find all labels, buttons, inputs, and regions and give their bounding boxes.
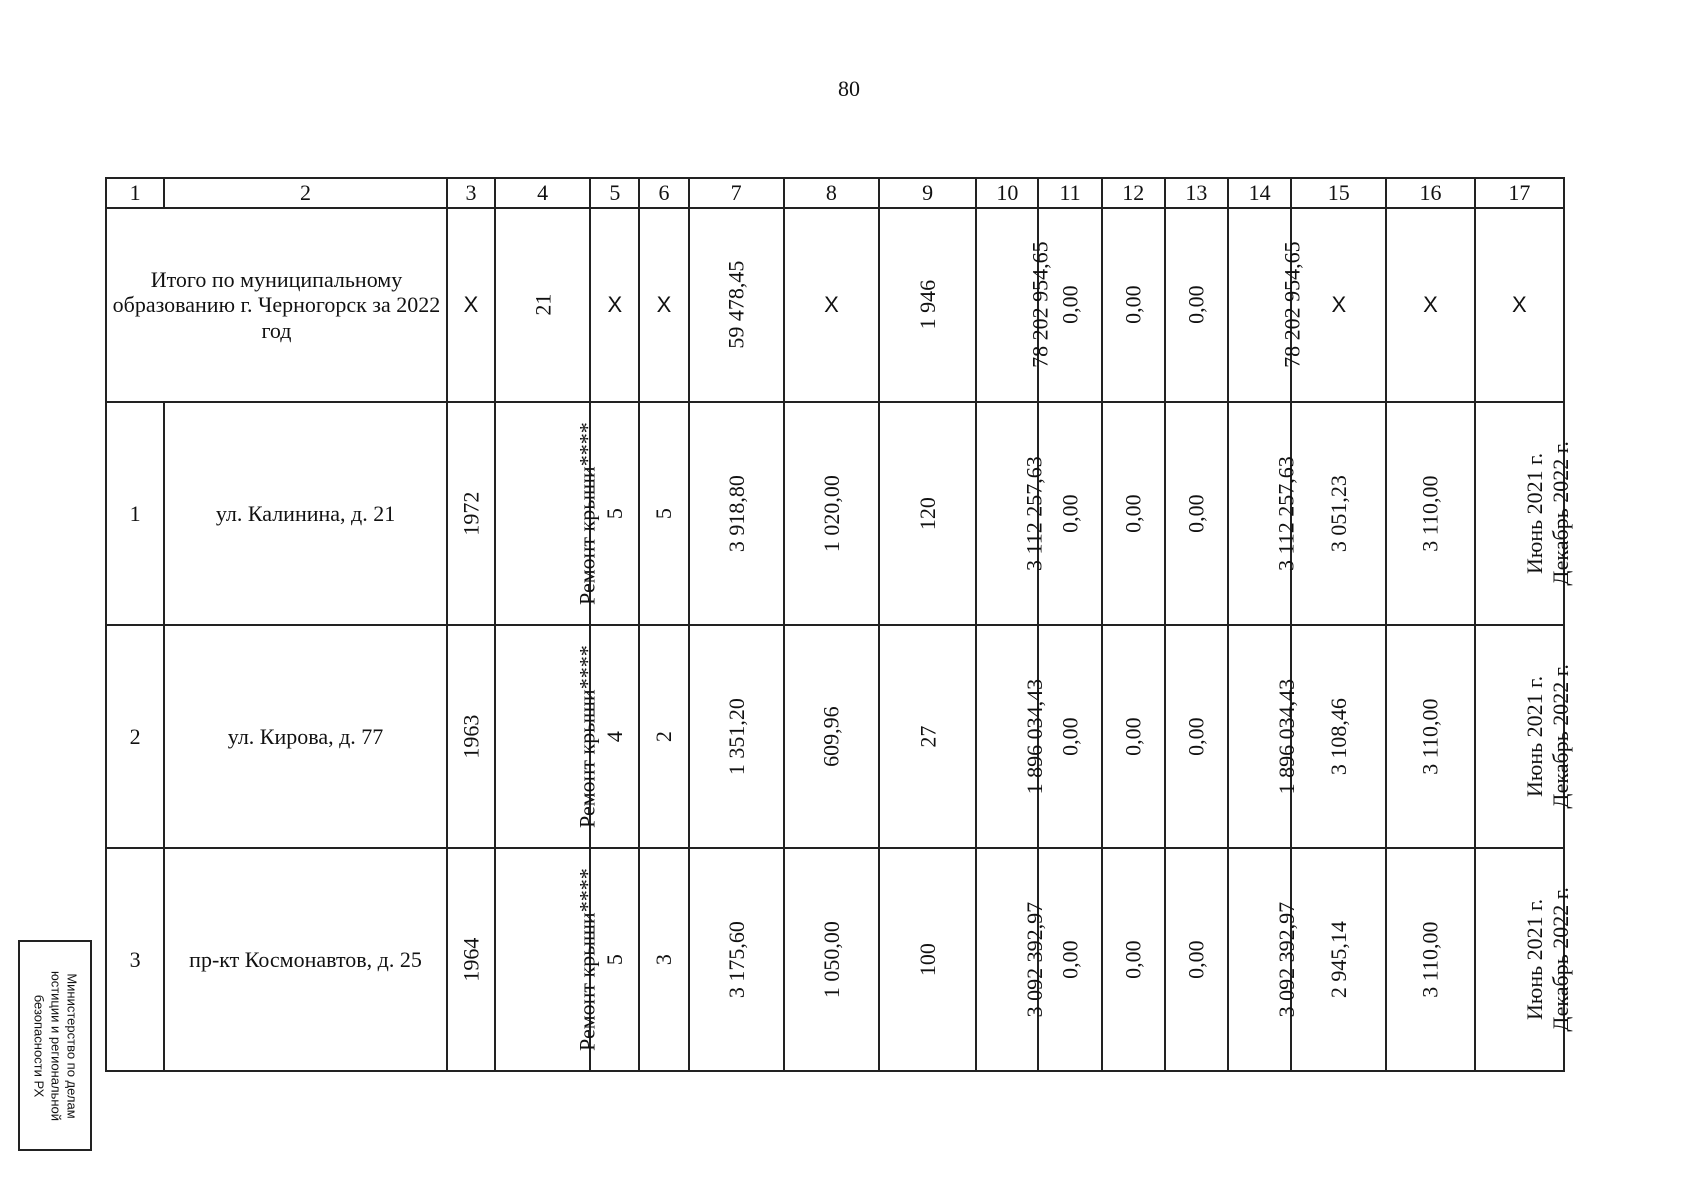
year-cell [447,848,495,1071]
table-row [106,402,1564,625]
cell [1386,625,1474,848]
value: 0,00 [1183,940,1209,979]
total-cell [879,208,976,402]
year-value: 1964 [458,937,484,982]
cell [784,848,879,1071]
period-value [1521,441,1574,585]
total-value: 59 478,45 [723,260,749,349]
work-value: Ремонт крыши**** [574,422,600,605]
cell [976,402,1048,625]
period-end: Декабрь 2022 г. [1547,887,1573,1032]
row-number: 1 [106,402,164,625]
value: 0,00 [1183,717,1209,756]
total-cell: X [1475,208,1564,402]
year-value: 1972 [458,491,484,536]
column-number: 14 [1228,178,1291,208]
cell [1038,625,1101,848]
work-value: Ремонт крыши**** [574,645,600,828]
cell [976,848,1048,1071]
column-number: 17 [1475,178,1564,208]
total-value: 21 [530,293,556,316]
ministry-stamp [18,940,92,1151]
value: 3 112 257,63 [1273,456,1299,571]
year-value: 1963 [458,714,484,759]
value: 100 [915,942,941,976]
total-cell: X [784,208,879,402]
period-end: Декабрь 2022 г. [1547,664,1573,809]
value: 609,96 [818,706,844,767]
cell [1165,402,1228,625]
cell [1038,402,1101,625]
value: 5 [651,507,677,519]
cell [1291,402,1386,625]
value: 3 110,00 [1417,698,1443,775]
work-cell [495,848,600,1071]
cell [1038,848,1101,1071]
value: 5 [602,953,628,965]
column-number: 2 [164,178,447,208]
row-number: 3 [106,848,164,1071]
cell [689,848,784,1071]
stamp-text: Министерство по делам юстиции и региональной безопасности РХ [31,970,80,1121]
cell [879,625,976,848]
value: 3 110,00 [1417,475,1443,552]
column-number: 10 [976,178,1038,208]
cell [879,848,976,1071]
year-cell [447,402,495,625]
value: 3 175,60 [723,920,749,998]
total-cell [1228,208,1305,402]
period-end: Декабрь 2022 г. [1547,441,1573,586]
value: 0,00 [1120,940,1146,979]
cell [1102,402,1165,625]
value: 1 896 034,43 [1274,678,1300,795]
value: 4 [602,730,628,742]
total-value: 78 202 954,65 [1027,241,1053,369]
table-row [106,848,1564,1071]
total-value: 0,00 [1183,285,1209,325]
capital-repair-table [105,177,1573,1072]
column-number: 7 [689,178,784,208]
value: 1 020,00 [818,474,844,552]
period-cell [1475,625,1573,848]
value: 0,00 [1120,494,1146,533]
cell [689,402,784,625]
period-value [1521,664,1574,808]
total-value: 78 202 954,65 [1279,241,1305,369]
column-number: 12 [1102,178,1165,208]
total-cell: X [590,208,639,402]
row-number: 2 [106,625,164,848]
address-cell: ул. Кирова, д. 77 [164,625,447,848]
value: 2 945,14 [1326,920,1352,998]
cell [639,625,688,848]
cell [1102,848,1165,1071]
value: 0,00 [1120,717,1146,756]
column-number: 8 [784,178,879,208]
work-value: Ремонт крыши**** [574,868,600,1051]
cell [784,402,879,625]
value: 0,00 [1057,494,1083,533]
value: 3 112 257,63 [1022,456,1048,571]
column-number: 11 [1038,178,1101,208]
value: 1 050,00 [818,920,844,998]
cell [1228,625,1300,848]
cell [976,625,1048,848]
total-cell: X [1386,208,1474,402]
cell [1291,848,1386,1071]
value: 3 092 392,97 [1022,901,1048,1018]
cell [784,625,879,848]
column-number: 1 [106,178,164,208]
value: 5 [602,507,628,519]
work-cell [495,625,600,848]
column-number: 5 [590,178,639,208]
cell [1228,848,1300,1071]
page-number: 80 [838,76,860,101]
cell [689,625,784,848]
period-value [1521,887,1574,1031]
value: 120 [915,496,941,530]
total-row [106,208,1564,402]
period-cell [1475,848,1573,1071]
total-value: 0,00 [1057,285,1083,325]
cell [1165,848,1228,1071]
total-cell: X [447,208,495,402]
work-cell [495,402,600,625]
value: 27 [915,725,941,748]
value: 0,00 [1057,940,1083,979]
column-number: 15 [1291,178,1386,208]
period-start: Июнь 2021 г. [1521,675,1547,798]
period-start: Июнь 2021 г. [1521,898,1547,1021]
value: 1 896 034,43 [1022,678,1048,795]
column-number: 13 [1165,178,1228,208]
total-cell [976,208,1053,402]
cell [1102,625,1165,848]
cell [879,402,976,625]
cell [1228,402,1299,625]
column-number: 9 [879,178,976,208]
cell [1291,625,1386,848]
total-cell: X [1291,208,1386,402]
value: 3 110,00 [1417,921,1443,998]
value: 0,00 [1057,717,1083,756]
total-cell [1165,208,1228,402]
total-value: 1 946 [915,280,941,330]
value: 3 918,80 [723,474,749,552]
total-cell [495,208,590,402]
cell [1386,402,1474,625]
year-cell [447,625,495,848]
value: 3 092 392,97 [1274,901,1300,1018]
total-cell [1102,208,1165,402]
column-number: 3 [447,178,495,208]
cell [1165,625,1228,848]
column-number: 4 [495,178,590,208]
address-cell: ул. Калинина, д. 21 [164,402,447,625]
period-start: Июнь 2021 г. [1521,452,1547,575]
column-number: 6 [639,178,688,208]
value: 0,00 [1183,494,1209,533]
total-label: Итого по муниципальному образованию г. Черногорск за 2022 год [106,208,447,402]
value: 3 051,23 [1326,474,1352,552]
column-number: 16 [1386,178,1474,208]
table-row [106,625,1564,848]
cell [1386,848,1474,1071]
total-cell: X [639,208,688,402]
value: 3 [651,953,677,965]
value: 1 351,20 [723,697,749,775]
total-value: 0,00 [1120,285,1146,325]
value: 2 [651,730,677,742]
cell [639,848,688,1071]
address-cell: пр-кт Космонавтов, д. 25 [164,848,447,1071]
total-cell [689,208,784,402]
period-cell [1475,402,1573,625]
value: 3 108,46 [1326,697,1352,775]
column-number-row [106,178,1564,208]
cell [639,402,688,625]
